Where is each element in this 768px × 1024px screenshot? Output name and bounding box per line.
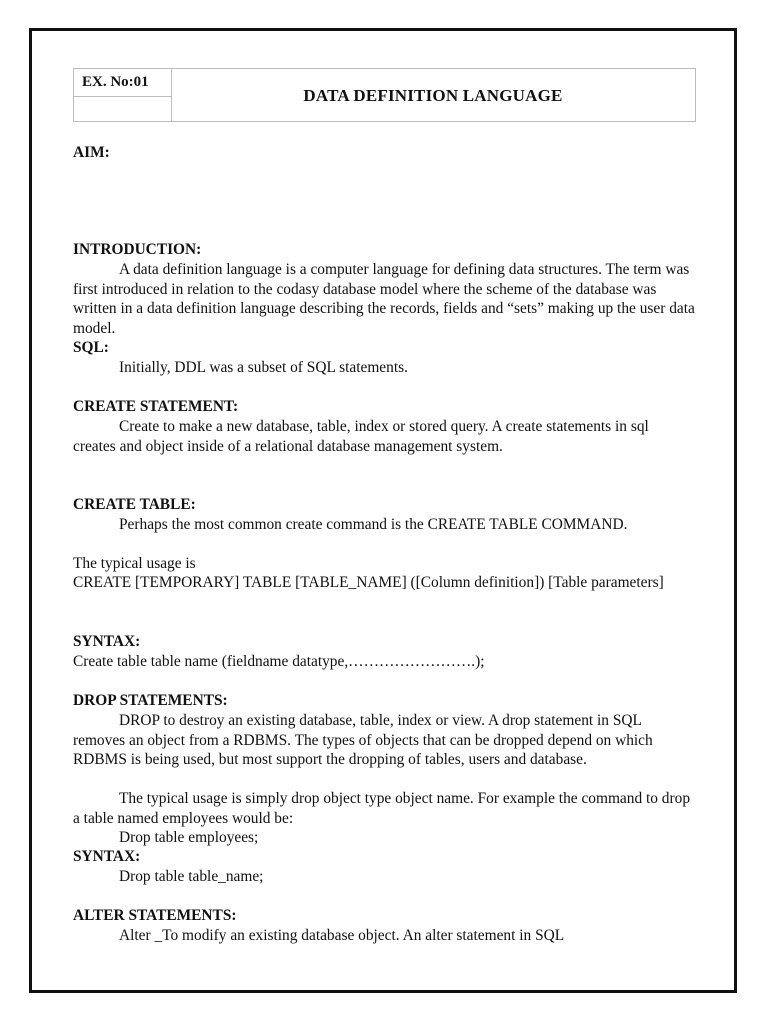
exercise-number: EX. No:01 [82, 74, 149, 90]
create-table-syntax: Create table table name (fieldname datatype,…………………….); [73, 653, 485, 670]
create-table-heading: CREATE TABLE: [73, 496, 196, 513]
introduction-heading: INTRODUCTION: [73, 241, 202, 258]
create-table-usage: CREATE [TEMPORARY] TABLE [TABLE_NAME] ([Column definition]) [Table parameters] [73, 574, 664, 591]
alter-statements-heading: ALTER STATEMENTS: [73, 907, 237, 924]
aim-heading: AIM: [73, 144, 110, 161]
drop-statements-heading: DROP STATEMENTS: [73, 692, 228, 709]
exercise-number-cell [74, 69, 172, 121]
create-table-paragraph: Perhaps the most common create command is the CREATE TABLE COMMAND. [119, 516, 628, 533]
drop-syntax-heading: SYNTAX: [73, 848, 141, 865]
drop-syntax: Drop table table_name; [119, 868, 264, 885]
exercise-number-top-cell [74, 69, 171, 97]
alter-statements-paragraph: Alter _To modify an existing database object. An alter statement in SQL [119, 927, 565, 944]
create-statement-heading: CREATE STATEMENT: [73, 398, 239, 415]
typical-usage-text: The typical usage is [73, 555, 196, 572]
sql-paragraph: Initially, DDL was a subset of SQL statements. [119, 359, 408, 376]
drop-usage-paragraph: The typical usage is simply drop object type object name. For example the command to drop a table named employees would be: [73, 790, 691, 827]
sql-heading: SQL: [73, 339, 109, 356]
drop-statements-paragraph: DROP to destroy an existing database, table, index or view. A drop statement in SQL removes an object from a RDBMS. The types of objects that can be dropped depend on which RDBMS is being used, but most support the dropping of tables, users and database. [73, 712, 653, 768]
syntax-heading: SYNTAX: [73, 633, 141, 650]
document-title: DATA DEFINITION LANGUAGE [303, 86, 563, 105]
introduction-paragraph: A data definition language is a computer language for defining data structures. The term was first introduced in relation to the codasy database model where the scheme of the database was written in a data definition language describing the records, fields and “sets” making up the user data model. [73, 261, 695, 337]
exercise-header-table [73, 68, 696, 122]
create-statement-paragraph: Create to make a new database, table, index or stored query. A create statements in sql creates and object inside of a relational database management system. [73, 418, 649, 455]
drop-example: Drop table employees; [119, 829, 259, 846]
